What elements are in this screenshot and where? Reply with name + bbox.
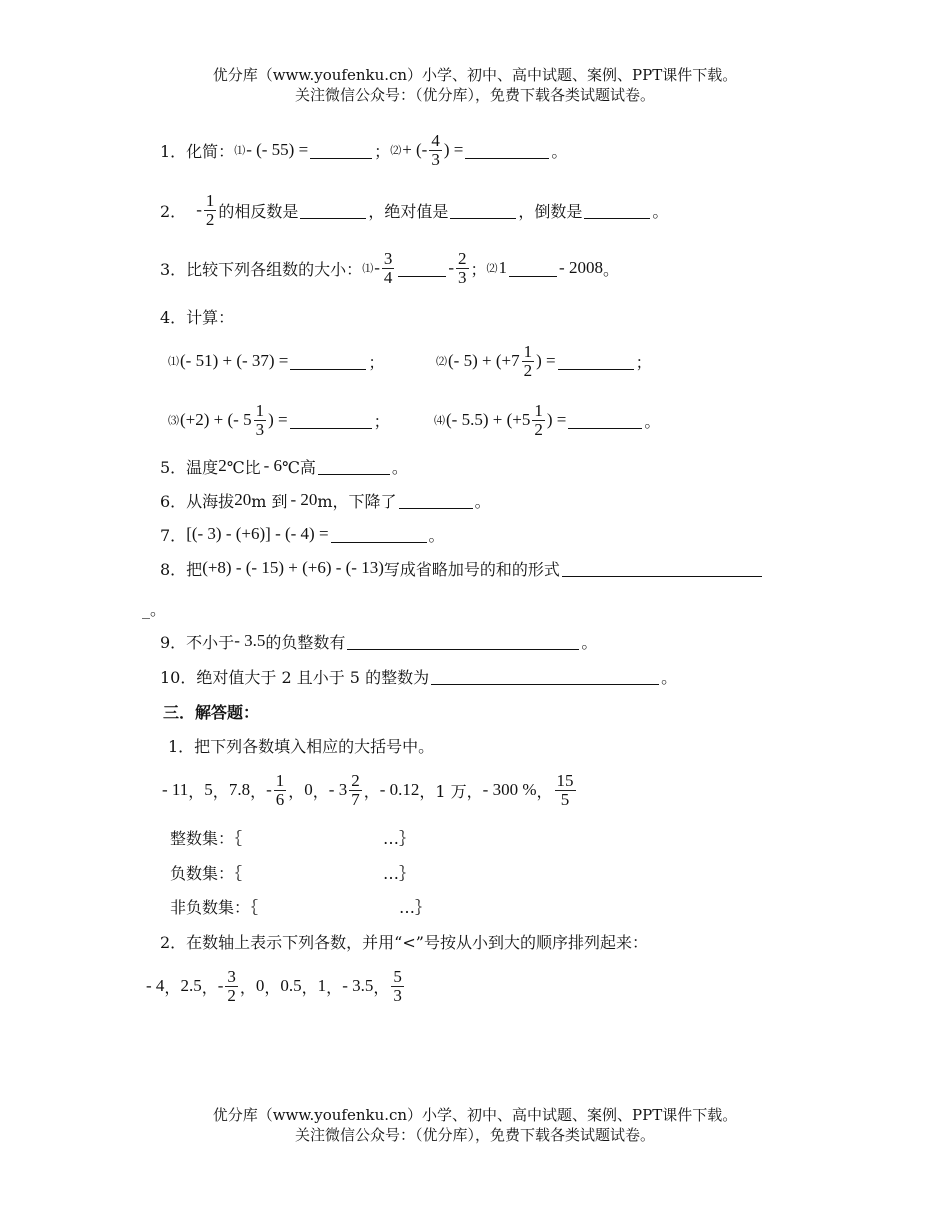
- page-footer-line2: 关注微信公众号：（优分库），免费下载各类试题试卷。: [294, 1126, 655, 1144]
- q6-end: 。: [474, 491, 491, 511]
- s1-label: 1．把下列各数填入相应的大括号中。: [168, 736, 435, 756]
- q8-label: 8．把: [160, 559, 203, 579]
- q2-neg: -: [196, 200, 202, 219]
- q6-blank[interactable]: [399, 492, 473, 509]
- s2-sep7: ，: [373, 977, 390, 997]
- q10-end: 。: [661, 667, 678, 687]
- q4-c2-expr-a: (- 5) + (+7: [448, 351, 520, 370]
- question-1: [160, 132, 567, 168]
- q3-a: 1: [498, 258, 508, 277]
- q4-c3-expr-a: (+2) + (- 5: [180, 410, 252, 429]
- q2-absolute-blank[interactable]: [450, 202, 516, 219]
- question-3: [160, 248, 619, 288]
- integer-set-dots: …｝: [383, 829, 416, 848]
- q4-c3-marker: ⑶: [168, 414, 179, 427]
- q4-label: 4．计算：: [160, 307, 235, 327]
- s1-n-c: 7.8: [228, 780, 251, 799]
- s1-n-d-den: 6: [275, 789, 285, 809]
- s2-label: 2．在数轴上表示下列各数，并用“<”号按从小到大的顺序排列起来：: [160, 932, 648, 952]
- q8-tail: [142, 597, 166, 619]
- q2-text1: 的相反数是: [218, 201, 299, 221]
- s2-n-c-den: 2: [227, 985, 236, 1005]
- q1-label: 1．化简：: [160, 141, 235, 161]
- q2-text3: ，倒数是: [518, 201, 583, 221]
- q4-c1-end: ；: [368, 352, 385, 372]
- q4-c4-frac-num: 1: [534, 400, 543, 420]
- q3-b: - 2008: [559, 258, 603, 277]
- s1-sep8: ，: [536, 781, 553, 801]
- q4-calc-4: [434, 400, 660, 440]
- q3-frac2-den: 3: [458, 267, 467, 287]
- section-3-title: 三．解答题：: [163, 702, 260, 722]
- page-footer-line1: 优分库（www.youfenku.cn）小学、初中、高中试题、案例、PPT课件下载。: [212, 1106, 738, 1124]
- q5-text2: ℃高: [282, 457, 316, 477]
- q4-c4-blank[interactable]: [568, 412, 642, 429]
- s1-n-a: - 11: [162, 780, 189, 799]
- q1-part2-marker: ⑵: [390, 144, 402, 157]
- q1-end: 。: [551, 141, 568, 161]
- s2-sep4: ，: [264, 977, 281, 997]
- q4-calc-3: [168, 400, 390, 440]
- q6-text1: m 到: [251, 491, 288, 511]
- q3-frac1-num: 3: [383, 248, 393, 268]
- q1-answer1-blank[interactable]: [310, 142, 372, 159]
- s1-number-list: [162, 768, 578, 812]
- s2-n-h-num: 5: [393, 966, 402, 986]
- q3-neg2: -: [448, 258, 455, 277]
- q1-frac-num: 4: [431, 130, 440, 150]
- q4-c4-expr-a: (- 5.5) + (+5: [446, 410, 531, 429]
- q9-text: 的负整数有: [265, 632, 346, 652]
- question-7: [160, 523, 445, 545]
- q3-part1-marker: ⑴: [362, 262, 374, 275]
- s1-n-e: 0: [304, 780, 313, 799]
- q5-text1: ℃比: [226, 457, 261, 477]
- q6-text2: m，下降了: [317, 491, 397, 511]
- question-6: [160, 489, 491, 511]
- s2-n-c-fraction: [225, 968, 238, 1005]
- question-5: [160, 455, 408, 477]
- q4-c2-fraction: [522, 343, 535, 380]
- q6-a: 20: [234, 490, 252, 509]
- s1-sep5: ，: [312, 781, 329, 801]
- s1-sep3: ，: [250, 781, 267, 801]
- s2-n-f: 1: [317, 976, 327, 995]
- q4-c1-marker: ⑴: [168, 355, 179, 368]
- q4-c4-frac-den: 2: [534, 419, 543, 439]
- s1-n-h: - 300 %: [482, 780, 537, 799]
- s1-sep7: ，1 万，: [419, 781, 483, 801]
- q3-compare2-blank[interactable]: [509, 260, 557, 277]
- negative-set-label: 负数集：｛: [170, 864, 243, 883]
- nonnegative-set-label: 非负数集：｛: [170, 898, 259, 917]
- question-8: [160, 557, 764, 579]
- q9-end: 。: [581, 632, 598, 652]
- q2-reciprocal-blank[interactable]: [584, 202, 650, 219]
- s1-n-f-den: 7: [351, 789, 360, 809]
- q4-c3-end: ；: [373, 411, 390, 431]
- s1-n-b: 5: [204, 780, 213, 799]
- q9-a: - 3.5: [234, 631, 266, 650]
- q4-c1-blank[interactable]: [290, 353, 366, 370]
- q4-c3-frac-num: 1: [255, 400, 265, 420]
- s1-n-f-whole: - 3: [328, 780, 348, 799]
- s2-n-a: - 4: [146, 976, 165, 995]
- q4-c2-marker: ⑵: [436, 355, 447, 368]
- q3-neg1: -: [374, 258, 380, 277]
- s2-n-c-num: 3: [227, 966, 236, 986]
- q4-c3-frac-den: 3: [255, 419, 265, 439]
- question-4: [160, 305, 234, 327]
- q9-blank[interactable]: [347, 633, 579, 650]
- q3-frac2-num: 2: [458, 248, 467, 268]
- nonnegative-set-dots: …｝: [399, 898, 432, 917]
- q4-calc-1: [168, 342, 384, 380]
- s2-sep2: ，: [201, 977, 218, 997]
- s1-n-i-num: 15: [556, 770, 574, 790]
- s1-n-i-fraction: [555, 772, 576, 809]
- q2-label: 2．: [160, 201, 187, 221]
- q7-blank[interactable]: [331, 526, 427, 543]
- s2-n-b: 2.5: [180, 976, 202, 995]
- q4-c4-fraction: [532, 402, 545, 439]
- q10-label: 10．绝对值大于 2 且小于 5 的整数为: [160, 667, 430, 687]
- s1-sep4: ，: [288, 781, 305, 801]
- q3-fraction2: [456, 250, 469, 287]
- question-9: [160, 629, 597, 653]
- s2-n-c-neg: -: [217, 976, 224, 995]
- page-header-line2: 关注微信公众号：（优分库），免费下载各类试题试卷。: [294, 86, 655, 104]
- page-header-line1: 优分库（www.youfenku.cn）小学、初中、高中试题、案例、PPT课件下载。: [212, 66, 738, 84]
- q8-text: 写成省略加号的和的形式: [383, 559, 560, 579]
- s2-n-d: 0: [255, 976, 265, 995]
- negative-set-dots: …｝: [383, 864, 416, 883]
- q6-label: 6．从海拔: [160, 491, 235, 511]
- q6-b: - 20: [290, 490, 318, 509]
- s2-sep5: ，: [301, 977, 318, 997]
- q1-fraction: [429, 132, 442, 169]
- s2-sep1: ，: [164, 977, 181, 997]
- q5-label: 5．温度: [160, 457, 219, 477]
- q10-blank[interactable]: [431, 668, 659, 685]
- q4-c2-blank[interactable]: [558, 353, 634, 370]
- q8-expr: (+8) - (- 15) + (+6) - (- 13): [202, 558, 384, 577]
- q3-compare1-blank[interactable]: [398, 260, 446, 277]
- q2-opposite-blank[interactable]: [300, 202, 366, 219]
- q1-expr2b: ) =: [443, 140, 464, 159]
- s2-n-e: 0.5: [280, 976, 302, 995]
- question-2: [160, 190, 668, 230]
- q3-frac1-den: 4: [383, 267, 393, 287]
- s1-n-d-neg: -: [266, 780, 272, 799]
- q3-label: 3．比较下列各组数的大小：: [160, 259, 363, 279]
- q3-sep: ；: [470, 259, 487, 279]
- s2-number-list: [146, 964, 406, 1008]
- s2-sep3: ，: [239, 977, 256, 997]
- q4-c3-expr-b: ) =: [268, 410, 288, 429]
- q1-expr2a: + (-: [402, 140, 428, 159]
- q3-part2-marker: ⑵: [486, 262, 498, 275]
- q4-c3-blank[interactable]: [290, 412, 372, 429]
- s1-n-i-den: 5: [560, 789, 570, 809]
- q2-text2: ，绝对值是: [368, 201, 449, 221]
- s1-n-d-fraction: [274, 772, 287, 809]
- q5-a: 2: [218, 456, 227, 475]
- q5-blank[interactable]: [318, 458, 390, 475]
- q1-answer2-blank[interactable]: [465, 142, 549, 159]
- s1-n-g: - 0.12: [379, 780, 420, 799]
- q4-c2-end: ；: [635, 352, 652, 372]
- q4-c4-end: 。: [644, 411, 661, 431]
- q5-b: - 6: [263, 456, 283, 475]
- q1-expr1: - (- 55) =: [246, 140, 309, 159]
- q1-frac-den: 3: [431, 149, 440, 169]
- q3-fraction1: [382, 250, 395, 287]
- q7-expr: [(- 3) - (+6)] - (- 4) =: [186, 524, 329, 543]
- s2-n-g: - 3.5: [342, 976, 374, 995]
- s2-n-h-fraction: [391, 968, 404, 1005]
- q1-part1-marker: ⑴: [234, 144, 246, 157]
- q8-tail-text: _。: [142, 599, 167, 619]
- q4-c2-expr-b: ) =: [536, 351, 556, 370]
- q4-c2-frac-den: 2: [523, 360, 533, 380]
- q7-label: 7．: [160, 525, 187, 545]
- q4-c2-frac-num: 1: [523, 341, 533, 361]
- q1-sep: ；: [374, 141, 391, 161]
- q4-calc-2: [436, 342, 652, 380]
- q3-end: 。: [602, 259, 619, 279]
- s1-sep6: ，: [363, 781, 380, 801]
- q8-blank[interactable]: [562, 560, 762, 577]
- s1-n-f-fraction: [349, 772, 362, 809]
- q2-fraction: [204, 192, 217, 229]
- q7-end: 。: [428, 525, 445, 545]
- s2-sep6: ，: [326, 977, 343, 997]
- q5-end: 。: [391, 457, 408, 477]
- question-10: [160, 665, 677, 687]
- q4-c3-fraction: [254, 402, 267, 439]
- q2-frac-num: 1: [205, 190, 215, 210]
- s1-n-d-num: 1: [275, 770, 285, 790]
- integer-set-label: 整数集：｛: [170, 829, 243, 848]
- q2-end: 。: [652, 201, 669, 221]
- s1-n-f-num: 2: [351, 770, 360, 790]
- q4-c4-marker: ⑷: [434, 414, 445, 427]
- s2-n-h-den: 3: [393, 985, 402, 1005]
- q4-c1-expr: (- 51) + (- 37) =: [180, 351, 289, 370]
- s1-sep1: ，: [188, 781, 205, 801]
- q9-label: 9．不小于: [160, 632, 235, 652]
- q4-c4-expr-b: ) =: [546, 410, 567, 429]
- q2-frac-den: 2: [205, 209, 215, 229]
- s1-sep2: ，: [212, 781, 229, 801]
